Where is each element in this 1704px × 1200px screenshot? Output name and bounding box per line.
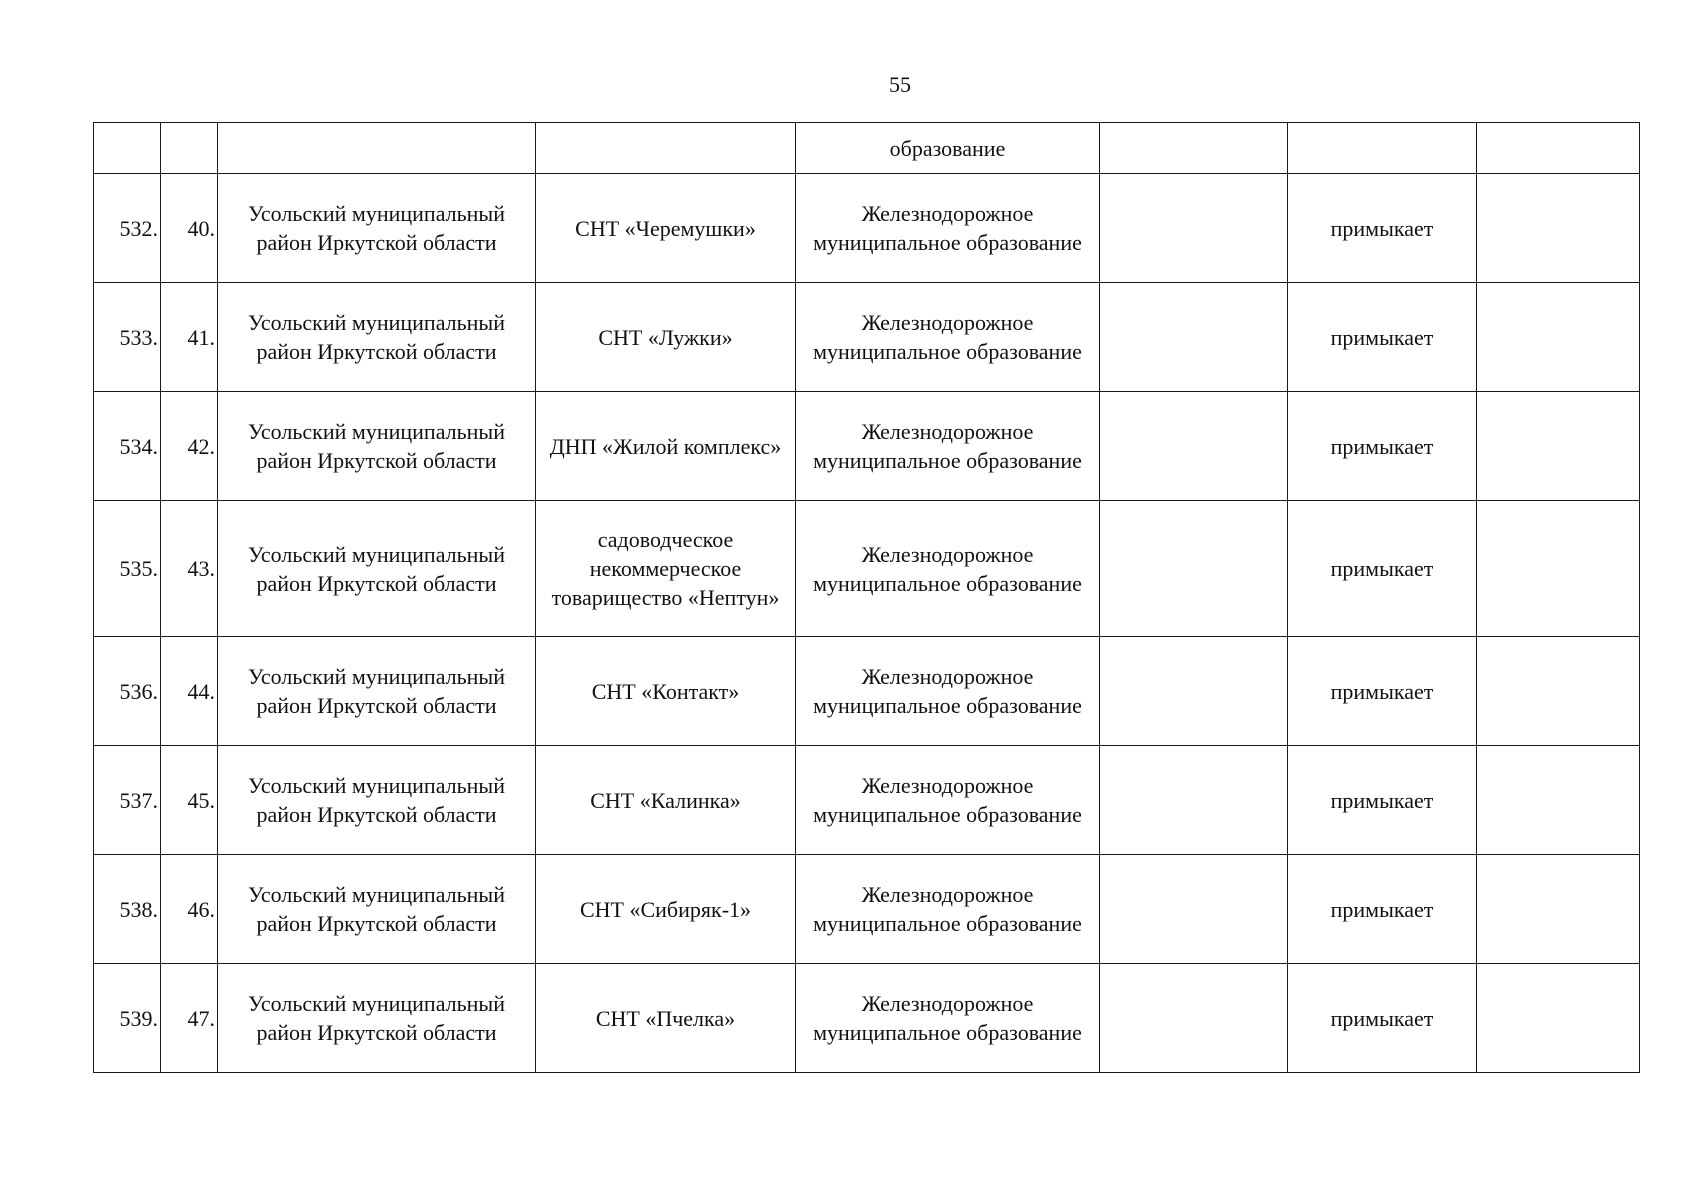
cell-blank: [1100, 964, 1288, 1073]
table-row: [94, 855, 1640, 964]
cell-neighbor: Железнодорожное муниципальное образование: [796, 855, 1100, 964]
cell-name: СНТ «Черемушки»: [536, 174, 796, 283]
table-row: [94, 174, 1640, 283]
cell-neighbor: Железнодорожное муниципальное образование: [796, 637, 1100, 746]
cell-relation: примыкает: [1288, 174, 1477, 283]
cell-relation: примыкает: [1288, 637, 1477, 746]
table-row: [94, 392, 1640, 501]
cell-district: Усольский муниципальный район Иркутской области: [218, 746, 536, 855]
cell-relation: примыкает: [1288, 283, 1477, 392]
cell-local-number: 43.: [161, 501, 218, 637]
cell-blank: [1100, 123, 1288, 174]
cell-district: Усольский муниципальный район Иркутской области: [218, 501, 536, 637]
cell-total-number: 537.: [94, 746, 161, 855]
cell-relation: примыкает: [1288, 392, 1477, 501]
cell-name: ДНП «Жилой комплекс»: [536, 392, 796, 501]
table-row-continuation: [94, 123, 1640, 174]
cell-total-number: 534.: [94, 392, 161, 501]
cell-local-number: 46.: [161, 855, 218, 964]
cell-blank: [1100, 283, 1288, 392]
cell-district: [218, 123, 536, 174]
cell-total-number: 539.: [94, 964, 161, 1073]
cell-name: СНТ «Контакт»: [536, 637, 796, 746]
cell-note: [1477, 637, 1640, 746]
cell-neighbor: Железнодорожное муниципальное образование: [796, 964, 1100, 1073]
cell-name: СНТ «Лужки»: [536, 283, 796, 392]
cell-district: Усольский муниципальный район Иркутской области: [218, 964, 536, 1073]
cell-district: Усольский муниципальный район Иркутской области: [218, 283, 536, 392]
cell-relation: примыкает: [1288, 746, 1477, 855]
cell-blank: [1100, 501, 1288, 637]
cell-total-number: 533.: [94, 283, 161, 392]
register-table: [93, 122, 1640, 1073]
cell-note: [1477, 283, 1640, 392]
cell-name: СНТ «Пчелка»: [536, 964, 796, 1073]
cell-relation: примыкает: [1288, 855, 1477, 964]
cell-total-number: 538.: [94, 855, 161, 964]
cell-note: [1477, 501, 1640, 637]
cell-total-number: 532.: [94, 174, 161, 283]
table-row: [94, 501, 1640, 637]
cell-local-number: 47.: [161, 964, 218, 1073]
cell-local-number: 40.: [161, 174, 218, 283]
cell-blank: [1100, 637, 1288, 746]
cell-note: [1477, 174, 1640, 283]
cell-name: СНТ «Сибиряк-1»: [536, 855, 796, 964]
cell-name: [536, 123, 796, 174]
table-row: [94, 746, 1640, 855]
cell-note: [1477, 392, 1640, 501]
cell-neighbor: Железнодорожное муниципальное образование: [796, 746, 1100, 855]
cell-blank: [1100, 174, 1288, 283]
cell-local-number: [161, 123, 218, 174]
table-row: [94, 283, 1640, 392]
cell-local-number: 45.: [161, 746, 218, 855]
cell-note: [1477, 746, 1640, 855]
cell-neighbor: Железнодорожное муниципальное образование: [796, 392, 1100, 501]
cell-blank: [1100, 746, 1288, 855]
page-number: 55: [889, 72, 911, 97]
cell-relation: примыкает: [1288, 501, 1477, 637]
cell-name: садоводческое некоммерческое товарищество «Нептун»: [536, 501, 796, 637]
cell-neighbor: Железнодорожное муниципальное образование: [796, 174, 1100, 283]
cell-local-number: 44.: [161, 637, 218, 746]
table-row: [94, 964, 1640, 1073]
cell-note: [1477, 855, 1640, 964]
cell-blank: [1100, 855, 1288, 964]
cell-district: Усольский муниципальный район Иркутской области: [218, 174, 536, 283]
cell-note: [1477, 123, 1640, 174]
cell-name: СНТ «Калинка»: [536, 746, 796, 855]
cell-total-number: [94, 123, 161, 174]
cell-blank: [1100, 392, 1288, 501]
cell-note: [1477, 964, 1640, 1073]
cell-relation: [1288, 123, 1477, 174]
cell-neighbor: Железнодорожное муниципальное образование: [796, 501, 1100, 637]
cell-neighbor: Железнодорожное муниципальное образование: [796, 283, 1100, 392]
cell-total-number: 535.: [94, 501, 161, 637]
cell-district: Усольский муниципальный район Иркутской области: [218, 637, 536, 746]
cell-local-number: 42.: [161, 392, 218, 501]
table-row: [94, 637, 1640, 746]
cell-district: Усольский муниципальный район Иркутской области: [218, 392, 536, 501]
cell-district: Усольский муниципальный район Иркутской области: [218, 855, 536, 964]
cell-total-number: 536.: [94, 637, 161, 746]
cell-neighbor: образование: [796, 123, 1100, 174]
cell-relation: примыкает: [1288, 964, 1477, 1073]
cell-local-number: 41.: [161, 283, 218, 392]
